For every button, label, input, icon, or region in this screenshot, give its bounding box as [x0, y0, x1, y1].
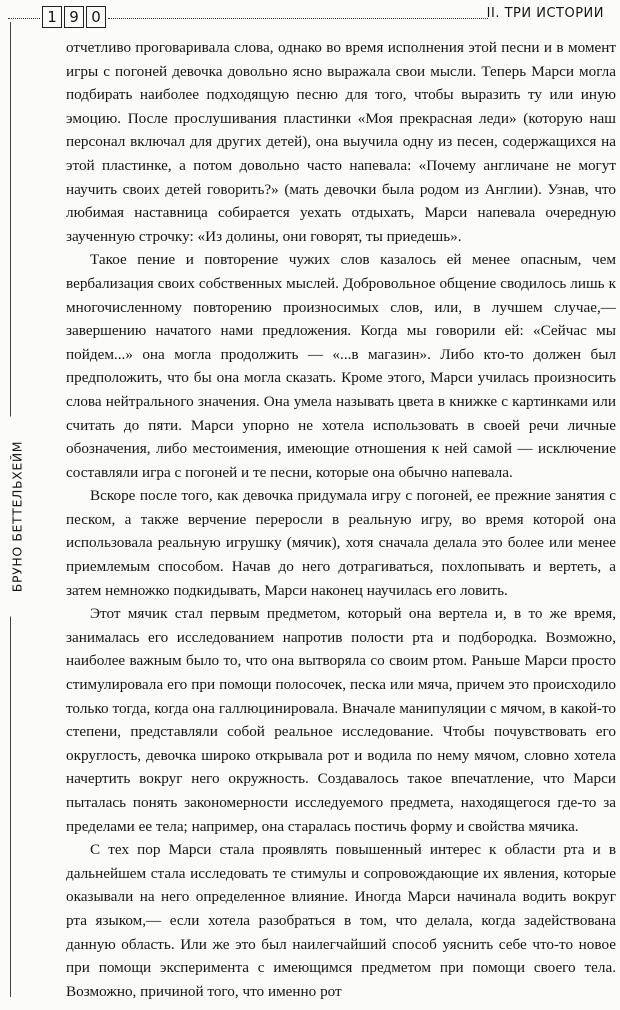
body-text — [66, 36, 616, 1003]
page-digit: 0 — [86, 6, 106, 28]
running-head-title: II. ТРИ ИСТОРИИ — [486, 6, 604, 21]
page-header — [8, 4, 612, 30]
page-number — [42, 6, 106, 28]
running-head-author: БРУНО БЕТТЕЛЬХЕЙМ — [10, 417, 25, 617]
page-digit: 1 — [42, 6, 62, 28]
paragraph: С тех пор Марси стала проявлять повышенный интерес к области рта и в дальнейшем стала исследовать те стимулы и сопровождающие их явления, которые оказывали на него определенное влияние. Иногда Марси начинала водить вокруг рта языком,— если хотела разобраться в том, что делала, когда задействована данную область. Или же это был наилегчайший способ уяснить себе что-то новое при помощи эксперимента с имеющимся предметом при помощи своего тела. Возможно, причиной того, что именно рот — [66, 841, 616, 1000]
paragraph: отчетливо проговаривала слова, однако во время исполнения этой песни и в момент игры с погоней девочка довольно ясно выражала свои мысли. Теперь Марси могла подбирать наиболее подходящую песню для того, чтобы выразить ту или иную эмоцию. После прослушивания пластинки «Моя прекрасная леди» (которую наш персонал включал для других детей), она выучила одну из песен, содержащихся на этой пластинке, а потом довольно часто напевала: «Почему англичане не могут научить своих детей говорить?» (мать девочки была родом из Англии). Узнав, что любимая наставница собирается уехать отдыхать, Марси напевала очередную заученную строчку: «Из долины, они говорят, ты приедешь». — [66, 39, 616, 245]
header-rule-left — [8, 18, 40, 19]
page-digit: 9 — [64, 6, 84, 28]
header-rule-right — [108, 18, 488, 19]
paragraph: Вскоре после того, как девочка придумала игру с погоней, ее прежние занятия с песком, а также верчение переросли в реальную игру, во время которой она использовала реальную игрушку (мячик), хотя сначала делала это более или менее приемлемым способом. Начав до него дотрагиваться, похлопывать и вертеть, а затем немножко подкидывать, Марси наконец научилась его ловить. — [66, 487, 616, 599]
paragraph: Этот мячик стал первым предметом, который она вертела и, в то же время, занималась его исследованием напротив полости рта и подбородка. Возможно, наиболее важным было то, что она вытворяла со своим ртом. Раньше Марси просто стимулировала его при помощи полосочек, песка или мяча, причем это происходило только тогда, когда она галлюцинировала. Вначале манипуляции с мячом, в какой-то степени, представляли собой реальное исследование. Чтобы почувствовать его округлость, девочка широко открывала рот и водила по нему мячом, словно хотела начертить вокруг него окружность. Создавалось такое впечатление, что Марси пыталась понять закономерности исследуемого предмета, находящегося где-то за пределами ее тела; например, она старалась постичь форму и свойства мячика. — [66, 605, 616, 835]
paragraph: Такое пение и повторение чужих слов казалось ей менее опасным, чем вербализация своих собственных мыслей. Добровольное общение сводилось лишь к многочисленному повторению произносимых слов, или, в лучшем случае,— завершению начатого нами предложения. Когда мы говорили ей: «Сейчас мы пойдем...» она могла продолжить — «...в магазин». Либо кто-то должен был предположить, что бы она могла сказать. Кроме этого, Марси училась произносить слова нейтрального значения. Она умела называть цвета в книжке с картинками или считать до пяти. Марси упорно не хотела использовать в своей речи личные обозначения, либо местоимения, имеющие отношения к ней самой — исключение составляли игра с погоней и те песни, которые она обычно напевала. — [66, 251, 616, 481]
